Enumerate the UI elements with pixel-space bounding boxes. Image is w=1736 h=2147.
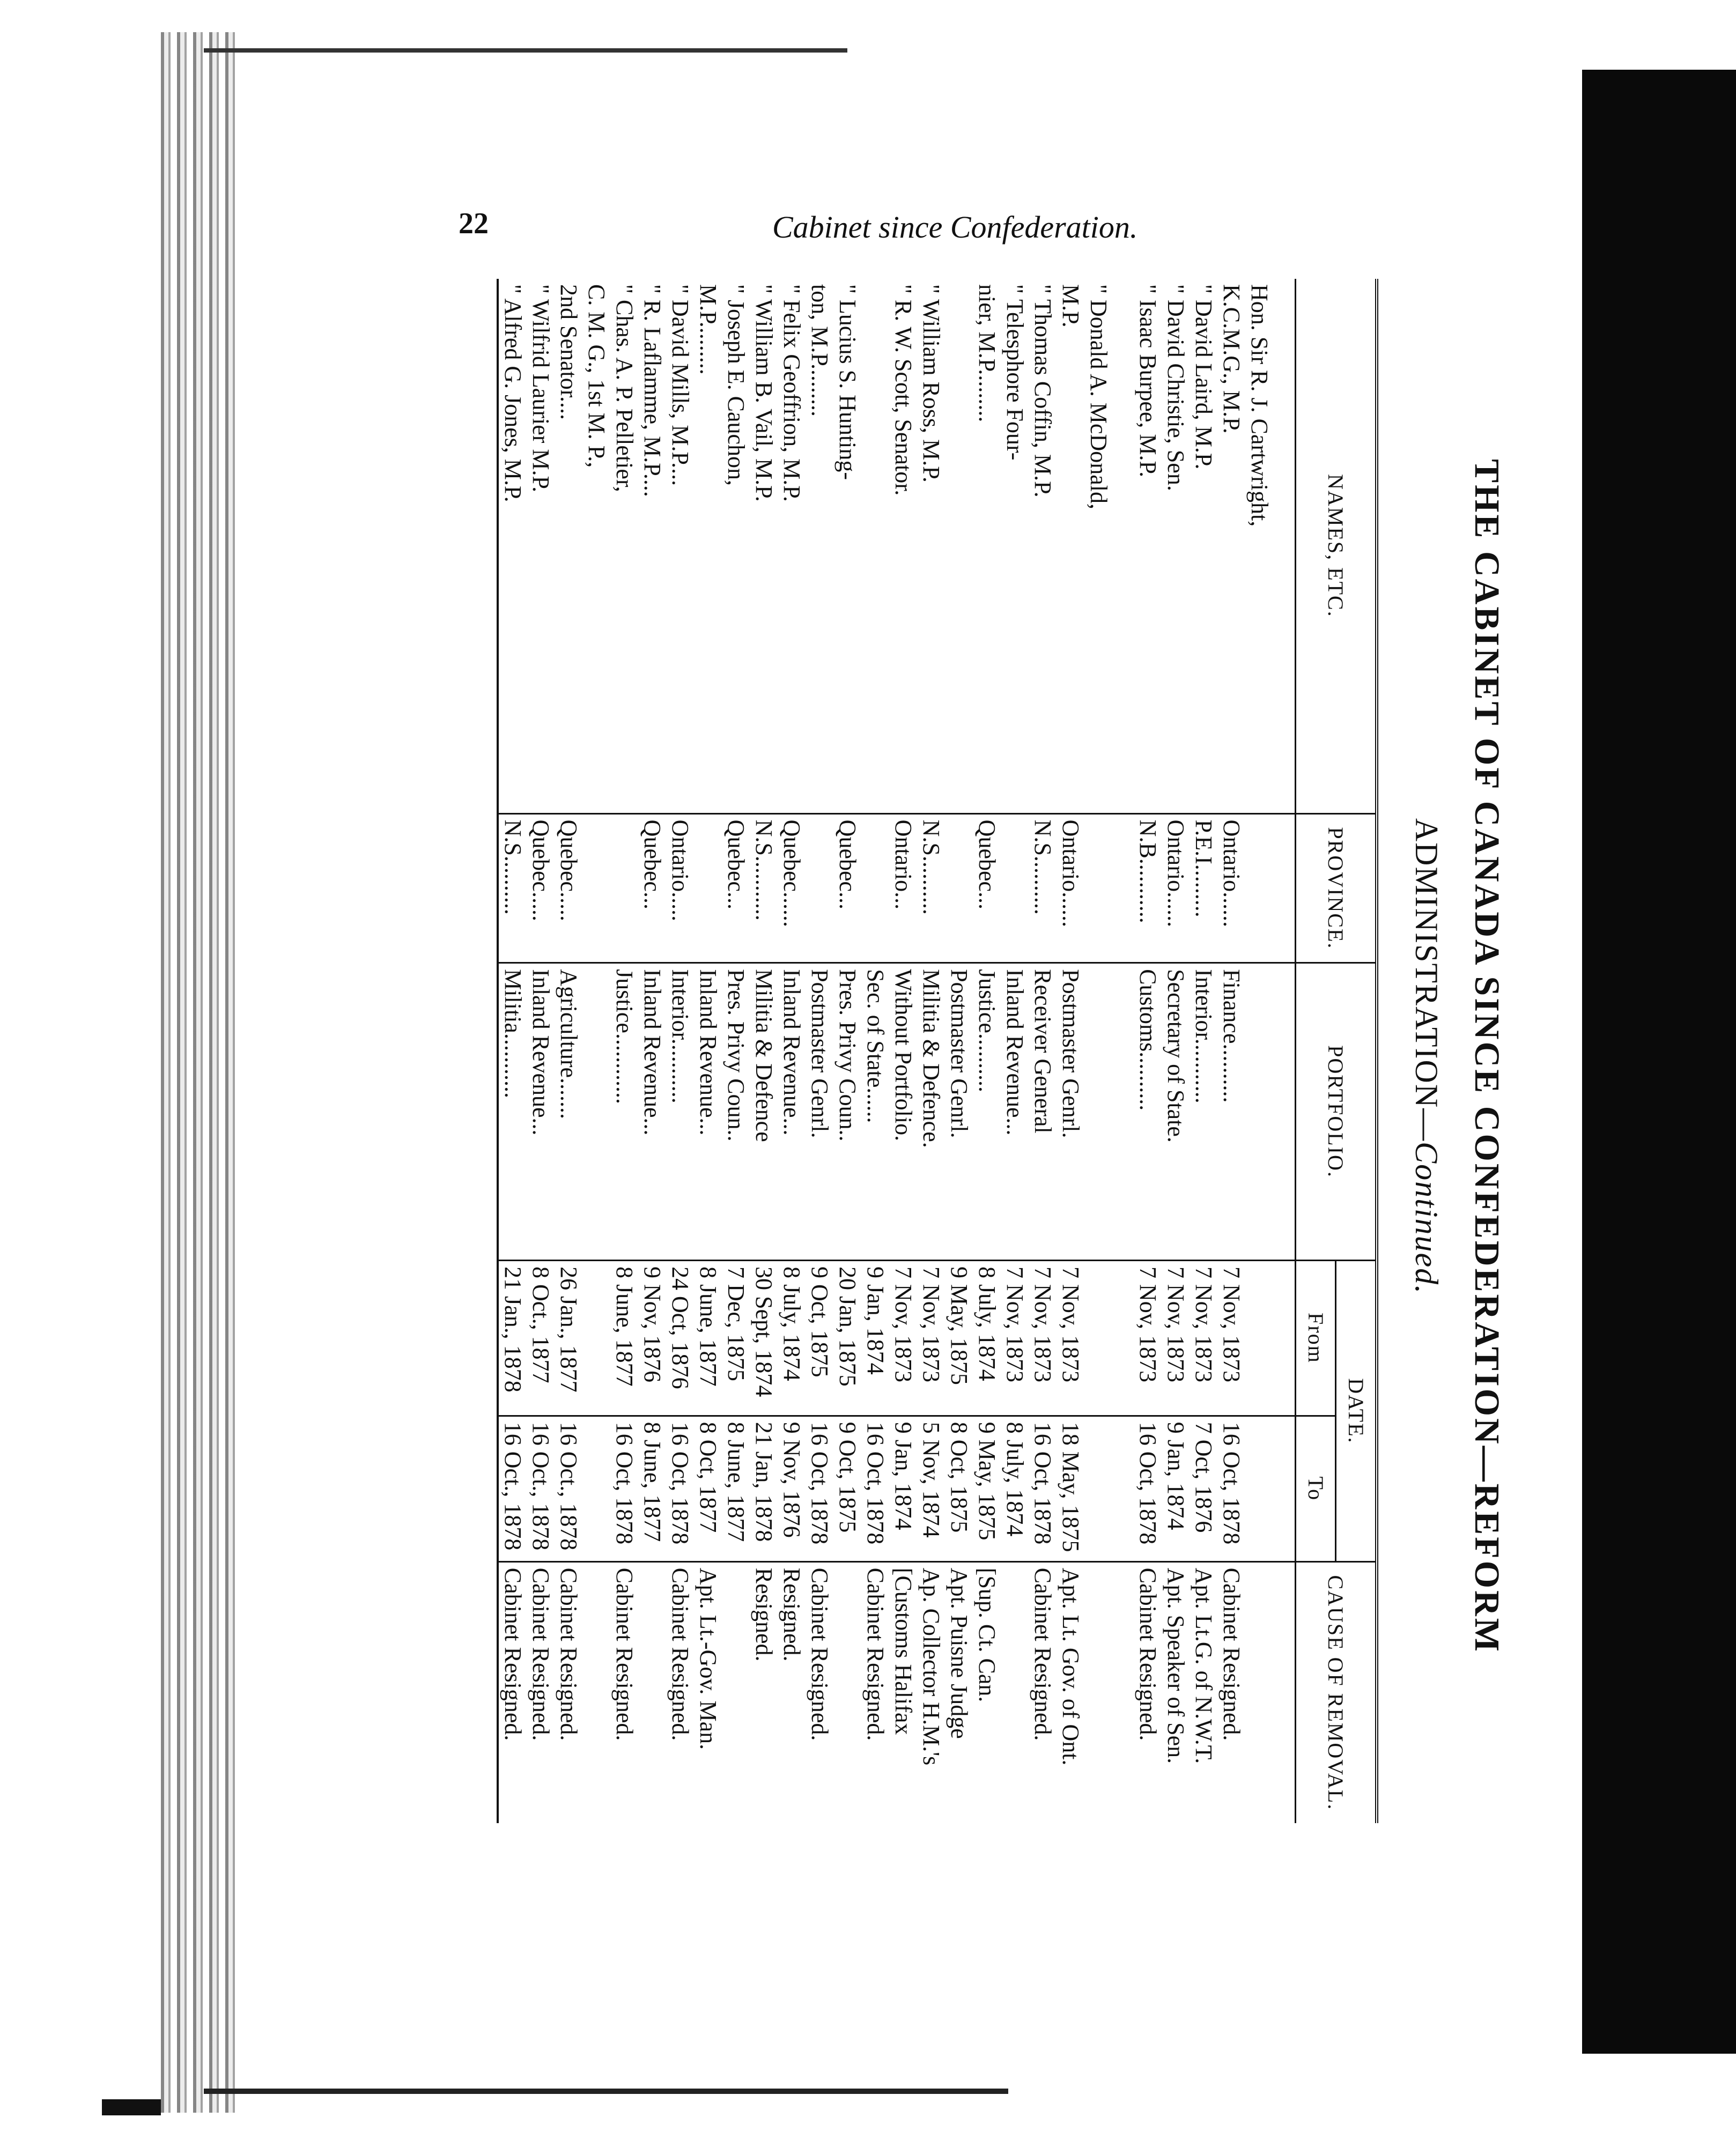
cell-cause (722, 1561, 750, 1823)
cell-from: 7 Dec, 1875 (722, 1261, 750, 1416)
cell-cause: Resigned. (778, 1561, 806, 1823)
cell-to: 9 Nov, 1876 (778, 1416, 806, 1561)
table-row (1134, 279, 1162, 1823)
cell-cause: [Customs Halifax (889, 1561, 917, 1823)
cell-from: 26 Jan., 1877 (555, 1261, 582, 1416)
cell-province (1245, 813, 1296, 963)
cell-to (1245, 1416, 1296, 1561)
cell-portfolio: Postmaster Genrl. (945, 963, 973, 1261)
header-portfolio: PORTFOLIO. (1296, 963, 1377, 1261)
cell-to: 16 Oct., 1878 (498, 1416, 527, 1561)
table-header (1296, 279, 1377, 1823)
cell-portfolio: Without Portfolio. (889, 963, 917, 1261)
cell-name: ton, M.P......... (807, 284, 833, 417)
cell-name: " David Laird, M.P. (1191, 284, 1217, 470)
cell-to: 8 Oct, 1875 (945, 1416, 973, 1561)
cell-cause: Cabinet Resigned. (1029, 1561, 1057, 1823)
table-row (973, 279, 1001, 1823)
cell-name: 2nd Senator.... (556, 284, 582, 420)
cell-to: 7 Oct, 1876 (1190, 1416, 1217, 1561)
header-to: To (1296, 1416, 1336, 1561)
cell-name: " Alfred G. Jones, M.P. (500, 284, 526, 502)
rotated-table-block (500, 279, 1512, 1834)
cell-name: " Joseph E. Cauchon, (723, 284, 749, 486)
cell-name: M.P......... (695, 284, 721, 375)
cell-from (1084, 1261, 1134, 1416)
table-row (1029, 279, 1057, 1823)
table-row (861, 279, 889, 1823)
cell-from: 9 Nov, 1876 (638, 1261, 666, 1416)
cell-name: " Telesphore Four- (1002, 284, 1028, 461)
cell-portfolio: Militia & Defence. (917, 963, 945, 1261)
cell-cause: Apt. Puisne Judge (945, 1561, 973, 1823)
cell-from: 7 Nov, 1873 (1029, 1261, 1057, 1416)
cell-portfolio: Postmaster Genrl. (806, 963, 833, 1261)
cell-to: 8 July, 1874 (1001, 1416, 1029, 1561)
cell-province (610, 813, 638, 963)
cell-portfolio: Finance.......... (1217, 963, 1245, 1261)
cell-from: 7 Nov, 1873 (1001, 1261, 1029, 1416)
cell-to: 16 Oct, 1878 (806, 1416, 833, 1561)
table-row (694, 279, 722, 1823)
cell-province: P.E.I......... (1190, 813, 1217, 963)
cell-from: 7 Nov, 1873 (1217, 1261, 1245, 1416)
cell-province: Quebec... (638, 813, 666, 963)
cell-portfolio: Justice.......... (973, 963, 1001, 1261)
cell-cause: Cabinet Resigned. (498, 1561, 527, 1823)
cell-name: " R. Laflamme, M.P.... (639, 284, 666, 497)
cell-cause (1084, 1561, 1134, 1823)
cell-province: Quebec... (833, 813, 861, 963)
cell-province: Quebec... (973, 813, 1001, 963)
header-names: NAMES, ETC. (1324, 474, 1348, 618)
cell-cause: Cabinet Resigned. (861, 1561, 889, 1823)
cell-from: 8 July, 1874 (973, 1261, 1001, 1416)
cell-cause: Cabinet Resigned. (806, 1561, 833, 1823)
cell-name: " Donald A. McDonald, (1085, 284, 1112, 510)
cell-province (1001, 813, 1029, 963)
cell-portfolio: Interior........... (1190, 963, 1217, 1261)
cell-portfolio: Inland Revenue... (527, 963, 555, 1261)
table-row (1001, 279, 1029, 1823)
cell-name: " David Mills, M.P.... (667, 284, 693, 486)
cell-from (1245, 1261, 1296, 1416)
table-row (555, 279, 582, 1823)
scan-top-rule (204, 48, 847, 53)
cell-name: " David Christie, Sen. (1163, 284, 1189, 491)
cell-name: " William B. Vail, M.P. (751, 284, 777, 502)
subtitle-main: ADMINISTRATION— (1409, 818, 1444, 1142)
cell-to: 5 Nov, 1874 (917, 1416, 945, 1561)
cell-name: " Chas. A. P. Pelletier, (611, 284, 638, 492)
cell-from: 9 May, 1875 (945, 1261, 973, 1416)
cell-from (582, 1261, 610, 1416)
table-title: THE CABINET OF CANADA SINCE CONFEDERATION—REFORM (1467, 459, 1506, 1654)
cell-to (582, 1416, 610, 1561)
cell-name: " William Ross, M.P. (918, 284, 944, 483)
cell-province: Ontario...... (1217, 813, 1245, 963)
cell-to (1084, 1416, 1134, 1561)
cell-to: 9 Jan, 1874 (1162, 1416, 1190, 1561)
cell-portfolio: Customs.......... (1134, 963, 1162, 1261)
cell-cause: Cabinet Resigned. (610, 1561, 638, 1823)
cell-province: Ontario...... (1057, 813, 1084, 963)
table-subtitle (1408, 279, 1445, 1834)
cell-portfolio: Sec. of State...... (861, 963, 889, 1261)
table-row (945, 279, 973, 1823)
cell-portfolio: Pres. Privy Coun.. (722, 963, 750, 1261)
cell-province: Quebec..... (555, 813, 582, 963)
cell-name: " Isaac Burpee, M.P. (1135, 284, 1161, 478)
table-row (582, 279, 610, 1823)
cell-province: Quebec...... (778, 813, 806, 963)
cell-portfolio: Militia & Defence (750, 963, 778, 1261)
header-from: From (1296, 1261, 1336, 1416)
cell-portfolio: Secretary of State. (1162, 963, 1190, 1261)
table-row (778, 279, 806, 1823)
cell-portfolio (582, 963, 610, 1261)
cell-province: Quebec... (722, 813, 750, 963)
cell-cause: Apt. Speaker of Sen. (1162, 1561, 1190, 1823)
cell-name: nier, M.P......... (974, 284, 1000, 423)
cell-name (945, 279, 973, 813)
cell-portfolio: Receiver General (1029, 963, 1057, 1261)
cell-from: 8 July, 1874 (778, 1261, 806, 1416)
cell-province: Ontario..... (666, 813, 694, 963)
page-number: 22 (459, 207, 489, 240)
cell-cause (638, 1561, 666, 1823)
table-row (1245, 279, 1296, 1823)
table-row (1057, 279, 1084, 1823)
cell-name: K.C.M.G., M.P. (1218, 284, 1245, 434)
table-row (750, 279, 778, 1823)
cell-cause: Apt. Lt.G. of N.W.T. (1190, 1561, 1217, 1823)
cell-to: 16 Oct., 1878 (555, 1416, 582, 1561)
cell-portfolio: Pres. Privy Coun.. (833, 963, 861, 1261)
cell-from: 7 Nov, 1873 (917, 1261, 945, 1416)
cell-name: C. M. G., 1st M. P., (583, 284, 610, 468)
table-row (1162, 279, 1190, 1823)
cell-name: " Felix Geoffrion, M.P. (779, 284, 805, 502)
cell-to: 8 Oct, 1877 (694, 1416, 722, 1561)
cell-portfolio: Militia........... (498, 963, 527, 1261)
cell-from: 8 June, 1877 (694, 1261, 722, 1416)
cell-to: 8 June, 1877 (722, 1416, 750, 1561)
cell-name: " Wilfrid Laurier M.P. (528, 284, 554, 493)
cell-province: Quebec..... (527, 813, 555, 963)
cell-portfolio (1245, 963, 1296, 1261)
cell-to: 16 Oct, 1878 (666, 1416, 694, 1561)
table-row (1190, 279, 1217, 1823)
cell-province: Ontario...... (1162, 813, 1190, 963)
header-row-top (1336, 279, 1377, 1823)
cell-portfolio (1084, 963, 1134, 1261)
cell-portfolio: Interior........... (666, 963, 694, 1261)
cell-portfolio: Postmaster Genrl. (1057, 963, 1084, 1261)
cell-province: N.S.......... (498, 813, 527, 963)
cell-to: 21 Jan, 1878 (750, 1416, 778, 1561)
cell-cause: Cabinet Resigned. (1134, 1561, 1162, 1823)
scan-binding-edge (161, 32, 236, 2113)
cell-from: 21 Jan., 1878 (498, 1261, 527, 1416)
cell-to: 16 Oct., 1878 (527, 1416, 555, 1561)
table-row (498, 279, 527, 1823)
table-row (1084, 279, 1134, 1823)
cell-to: 9 Jan, 1874 (889, 1416, 917, 1561)
cell-portfolio: Inland Revenue... (638, 963, 666, 1261)
cell-to: 18 May, 1875 (1057, 1416, 1084, 1561)
cell-portfolio: Justice............ (610, 963, 638, 1261)
scan-black-strip (1582, 70, 1736, 2054)
cell-province (945, 813, 973, 963)
cell-to: 16 Oct, 1878 (1134, 1416, 1162, 1561)
cell-name: " Thomas Coffin, M.P. (1030, 284, 1056, 498)
cell-from: 7 Nov, 1873 (1190, 1261, 1217, 1416)
cell-from: 8 Oct., 1877 (527, 1261, 555, 1416)
cell-province: N.S.......... (917, 813, 945, 963)
cell-portfolio: Inland Revenue... (778, 963, 806, 1261)
cell-cause: Cabinet Resigned. (1217, 1561, 1245, 1823)
cell-province (861, 813, 889, 963)
cell-to: 16 Oct, 1878 (610, 1416, 638, 1561)
cell-to: 16 Oct, 1878 (1029, 1416, 1057, 1561)
cell-province: N.B........... (1134, 813, 1162, 963)
cell-province: N.S.......... (1029, 813, 1057, 963)
cell-from: 7 Nov, 1873 (1162, 1261, 1190, 1416)
table-row (833, 279, 861, 1823)
cell-name: M.P. (1058, 284, 1084, 328)
cell-province (582, 813, 610, 963)
cell-from: 20 Jan, 1875 (833, 1261, 861, 1416)
cell-cause (833, 1561, 861, 1823)
cell-cause (1001, 1561, 1029, 1823)
cell-from: 30 Sept, 1874 (750, 1261, 778, 1416)
cell-from: 7 Nov, 1873 (1057, 1261, 1084, 1416)
cell-cause: Ap. Collector H.M.'s (917, 1561, 945, 1823)
cell-cause: Cabinet Resigned. (555, 1561, 582, 1823)
cell-cause: [Sup. Ct. Can. (973, 1561, 1001, 1823)
cell-portfolio: Inland Revenue... (1001, 963, 1029, 1261)
cell-name: " R. W. Scott, Senator. (890, 284, 917, 496)
table-body (498, 279, 1296, 1823)
cell-cause: Resigned. (750, 1561, 778, 1823)
cell-cause: Cabinet Resigned. (666, 1561, 694, 1823)
cell-cause (582, 1561, 610, 1823)
cabinet-table (497, 279, 1378, 1823)
running-head: Cabinet since Confederation. (772, 210, 1138, 245)
table-row (889, 279, 917, 1823)
cell-to: 16 Oct, 1878 (861, 1416, 889, 1561)
table-row (527, 279, 555, 1823)
cell-name: " Lucius S. Hunting- (834, 284, 861, 480)
cell-portfolio: Inland Revenue... (694, 963, 722, 1261)
cell-to: 8 June, 1877 (638, 1416, 666, 1561)
table-row (638, 279, 666, 1823)
table-titles (1408, 279, 1512, 1834)
cell-province: N.S........... (750, 813, 778, 963)
table-row (806, 279, 833, 1823)
cell-from: 24 Oct, 1876 (666, 1261, 694, 1416)
subtitle-continued: Continued. (1409, 1142, 1444, 1295)
cell-portfolio: Agriculture....... (555, 963, 582, 1261)
table-row (666, 279, 694, 1823)
cell-cause: Apt. Lt. Gov. of Ont. (1057, 1561, 1084, 1823)
cell-cause: Apt. Lt.-Gov. Man. (694, 1561, 722, 1823)
cell-province (694, 813, 722, 963)
cell-from: 8 June, 1877 (610, 1261, 638, 1416)
cell-to: 9 May, 1875 (973, 1416, 1001, 1561)
cell-province: Ontario... (889, 813, 917, 963)
header-cause: CAUSE OF REMOVAL. (1296, 1561, 1377, 1823)
table-row (917, 279, 945, 1823)
header-date: DATE. (1336, 1261, 1377, 1562)
scan-corner-block (102, 2099, 161, 2115)
cell-from: 7 Nov, 1873 (1134, 1261, 1162, 1416)
cell-from: 9 Oct, 1875 (806, 1261, 833, 1416)
cell-name: Hon. Sir R. J. Cartwright, (1246, 284, 1273, 527)
cell-name (861, 279, 889, 813)
cell-from: 7 Nov, 1873 (889, 1261, 917, 1416)
header-province: PROVINCE. (1296, 813, 1377, 963)
cell-to: 16 Oct, 1878 (1217, 1416, 1245, 1561)
cell-from: 9 Jan, 1874 (861, 1261, 889, 1416)
cell-cause (1245, 1561, 1296, 1823)
cell-province (1084, 813, 1134, 963)
table-row (722, 279, 750, 1823)
cell-province (806, 813, 833, 963)
table-row (1217, 279, 1245, 1823)
scan-bottom-rule (204, 2089, 1008, 2094)
cell-to: 9 Oct, 1875 (833, 1416, 861, 1561)
cell-cause: Cabinet Resigned. (527, 1561, 555, 1823)
table-row (610, 279, 638, 1823)
